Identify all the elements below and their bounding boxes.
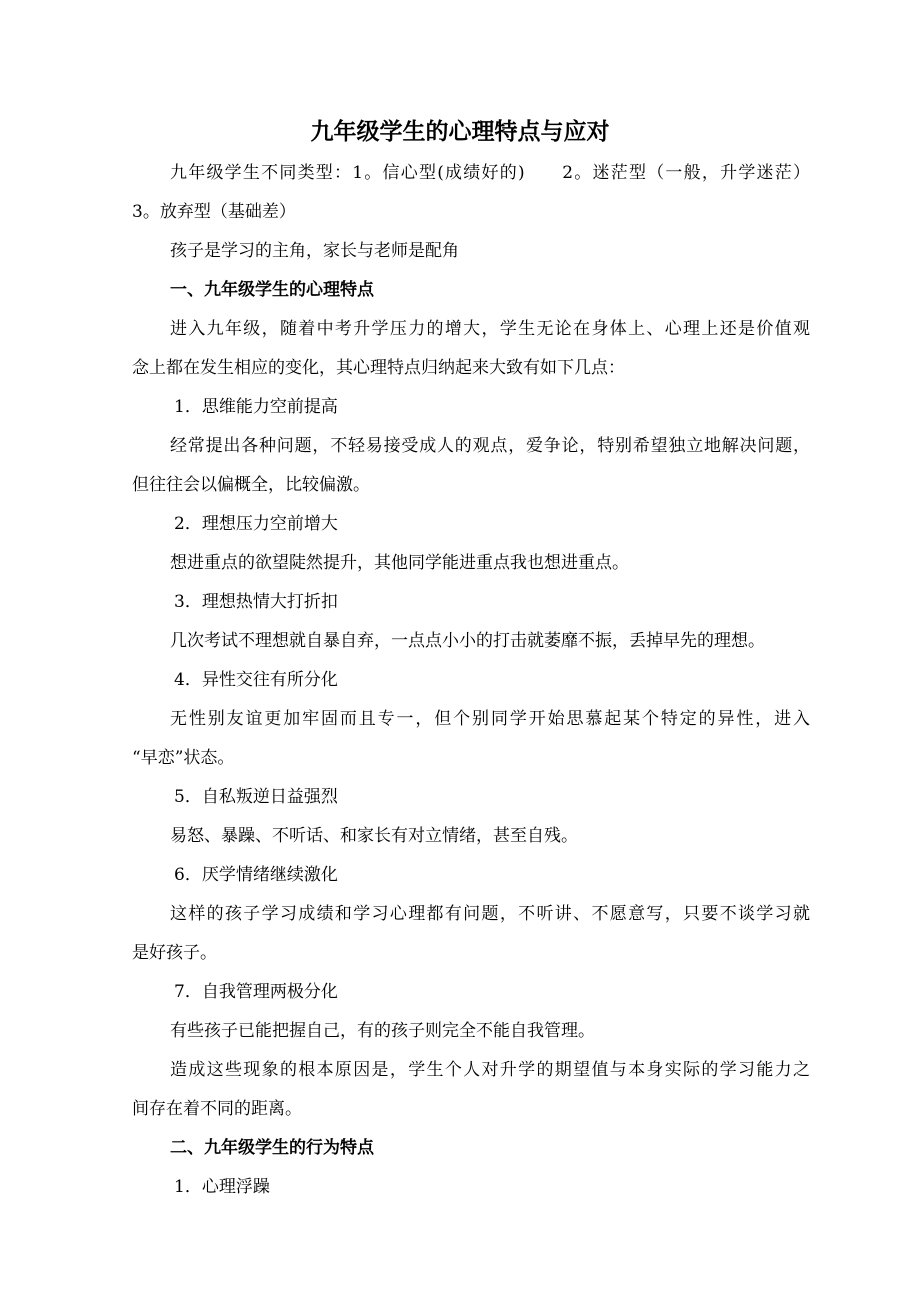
paragraph-line: 想进重点的欲望陡然提升，其他同学能进重点我也想进重点。	[170, 553, 629, 573]
document-title: 九年级学生的心理特点与应对	[310, 119, 610, 145]
paragraph-line: 无性别友谊更加牢固而且专一，但个别同学开始思慕起某个特定的异性，进入	[170, 709, 810, 729]
subheading-1: 1．思维能力空前提高	[174, 397, 338, 417]
paragraph-line: “早恋”状态。	[132, 748, 235, 768]
section-heading-2: 二、九年级学生的行为特点	[170, 1138, 374, 1158]
subheading-5: 5．自私叛逆日益强烈	[174, 787, 338, 807]
subheading-3: 3．理想热情大打折扣	[174, 592, 338, 612]
paragraph-line: 是好孩子。	[132, 943, 217, 963]
intro-types-line-cont: 3。放弃型（基础差）	[132, 202, 296, 222]
paragraph-line: 念上都在发生相应的变化，其心理特点归纳起来大致有如下几点：	[132, 358, 625, 378]
intro-types-line: 九年级学生不同类型：1。信心型(成绩好的) 2。迷茫型（一般，升学迷茫）	[170, 163, 810, 183]
section-heading-1: 一、九年级学生的心理特点	[170, 280, 374, 300]
intro-roles-line: 孩子是学习的主角，家长与老师是配角	[170, 241, 459, 261]
subheading-7: 7．自我管理两极分化	[174, 982, 338, 1002]
paragraph-line: 有些孩子已能把握自己，有的孩子则完全不能自我管理。	[170, 1021, 595, 1041]
subheading-2: 2．理想压力空前增大	[174, 514, 338, 534]
paragraph-line: 但往往会以偏概全，比较偏激。	[132, 475, 370, 495]
paragraph-line: 经常提出各种问题，不轻易接受成人的观点，爱争论，特别希望独立地解决问题，	[170, 436, 810, 456]
paragraph-line: 进入九年级，随着中考升学压力的增大，学生无论在身体上、心理上还是价值观	[170, 319, 810, 339]
paragraph-line: 间存在着不同的距离。	[132, 1099, 302, 1119]
subheading-8: 1．心理浮躁	[174, 1177, 270, 1197]
paragraph-line: 这样的孩子学习成绩和学习心理都有问题，不听讲、不愿意写，只要不谈学习就	[170, 904, 810, 924]
paragraph-line: 易怒、暴躁、不听话、和家长有对立情绪，甚至自残。	[170, 826, 578, 846]
subheading-6: 6．厌学情绪继续激化	[174, 865, 338, 885]
paragraph-line: 造成这些现象的根本原因是，学生个人对升学的期望值与本身实际的学习能力之	[170, 1060, 810, 1080]
subheading-4: 4．异性交往有所分化	[174, 670, 338, 690]
paragraph-line: 几次考试不理想就自暴自弃，一点点小小的打击就萎靡不振，丢掉早先的理想。	[170, 631, 765, 651]
